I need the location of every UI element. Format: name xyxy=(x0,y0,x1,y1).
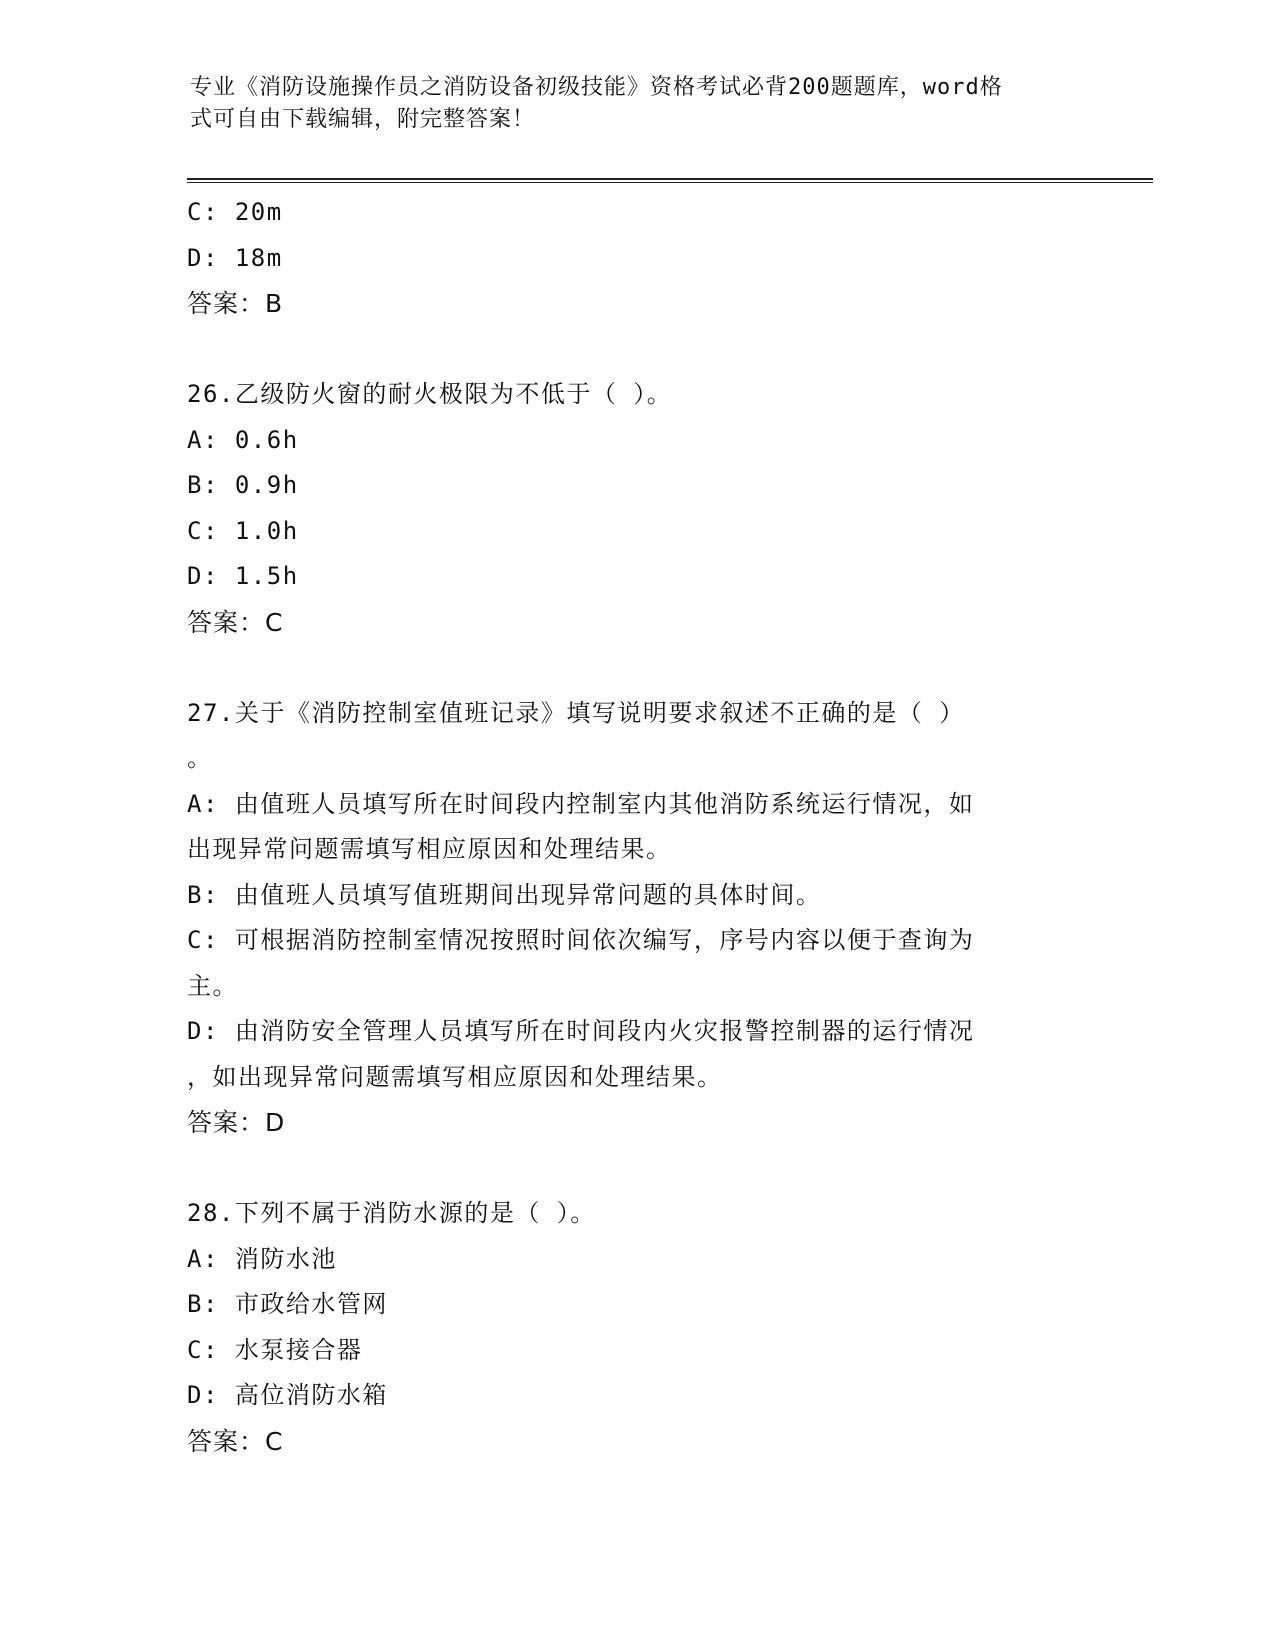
question-26 xyxy=(187,372,1087,645)
option-c: C: 可根据消防控制室情况按照时间依次编写，序号内容以便于查询为 xyxy=(187,926,975,954)
question-27 xyxy=(187,691,1087,1146)
option-d-continued: ，如出现异常问题需填写相应原因和处理结果。 xyxy=(187,1062,723,1091)
option-c: C: 20m xyxy=(187,198,283,226)
option-a: A: 0.6h xyxy=(187,425,299,454)
page-header xyxy=(190,72,1090,136)
question-stem: 28.下列不属于消防水源的是（ ）。 xyxy=(187,1199,596,1227)
question-25-continued xyxy=(187,190,1087,327)
option-c-continued: 主。 xyxy=(187,971,238,1000)
spacer xyxy=(187,327,1087,373)
answer-line: 答案：C xyxy=(187,607,284,637)
option-b: B: 0.9h xyxy=(187,471,299,499)
answer-line: 答案：C xyxy=(187,1426,284,1456)
header-line-1: 专业《消防设施操作员之消防设备初级技能》资格考试必背200题题库，word格 xyxy=(190,75,1003,100)
document-body xyxy=(187,190,1087,1464)
header-line-2: 式可自由下载编辑，附完整答案！ xyxy=(190,107,536,132)
spacer xyxy=(187,1146,1087,1192)
question-stem-continued: 。 xyxy=(187,744,213,772)
question-28 xyxy=(187,1191,1087,1464)
option-d: D: 由消防安全管理人员填写所在时间段内火灾报警控制器的运行情况 xyxy=(187,1017,975,1045)
option-d: D: 1.5h xyxy=(187,562,299,590)
option-c: C: 1.0h xyxy=(187,516,299,545)
answer-line: 答案：B xyxy=(187,289,284,318)
option-d: D: 18m xyxy=(187,243,283,272)
option-d: D: 高位消防水箱 xyxy=(187,1381,388,1409)
answer-line: 答案：D xyxy=(187,1108,286,1137)
header-divider xyxy=(187,178,1153,183)
option-a: A: 由值班人员填写所在时间段内控制室内其他消防系统运行情况，如 xyxy=(187,789,975,818)
question-stem: 26.乙级防火窗的耐火极限为不低于（ ）。 xyxy=(187,380,673,408)
option-a-continued: 出现异常问题需填写相应原因和处理结果。 xyxy=(187,835,672,863)
option-b: B: 市政给水管网 xyxy=(187,1290,388,1318)
option-c: C: 水泵接合器 xyxy=(187,1335,363,1364)
spacer xyxy=(187,645,1087,691)
option-b: B: 由值班人员填写值班期间出现异常问题的具体时间。 xyxy=(187,880,822,909)
question-stem: 27.关于《消防控制室值班记录》填写说明要求叙述不正确的是（ ） xyxy=(187,698,965,727)
option-a: A: 消防水池 xyxy=(187,1244,337,1273)
